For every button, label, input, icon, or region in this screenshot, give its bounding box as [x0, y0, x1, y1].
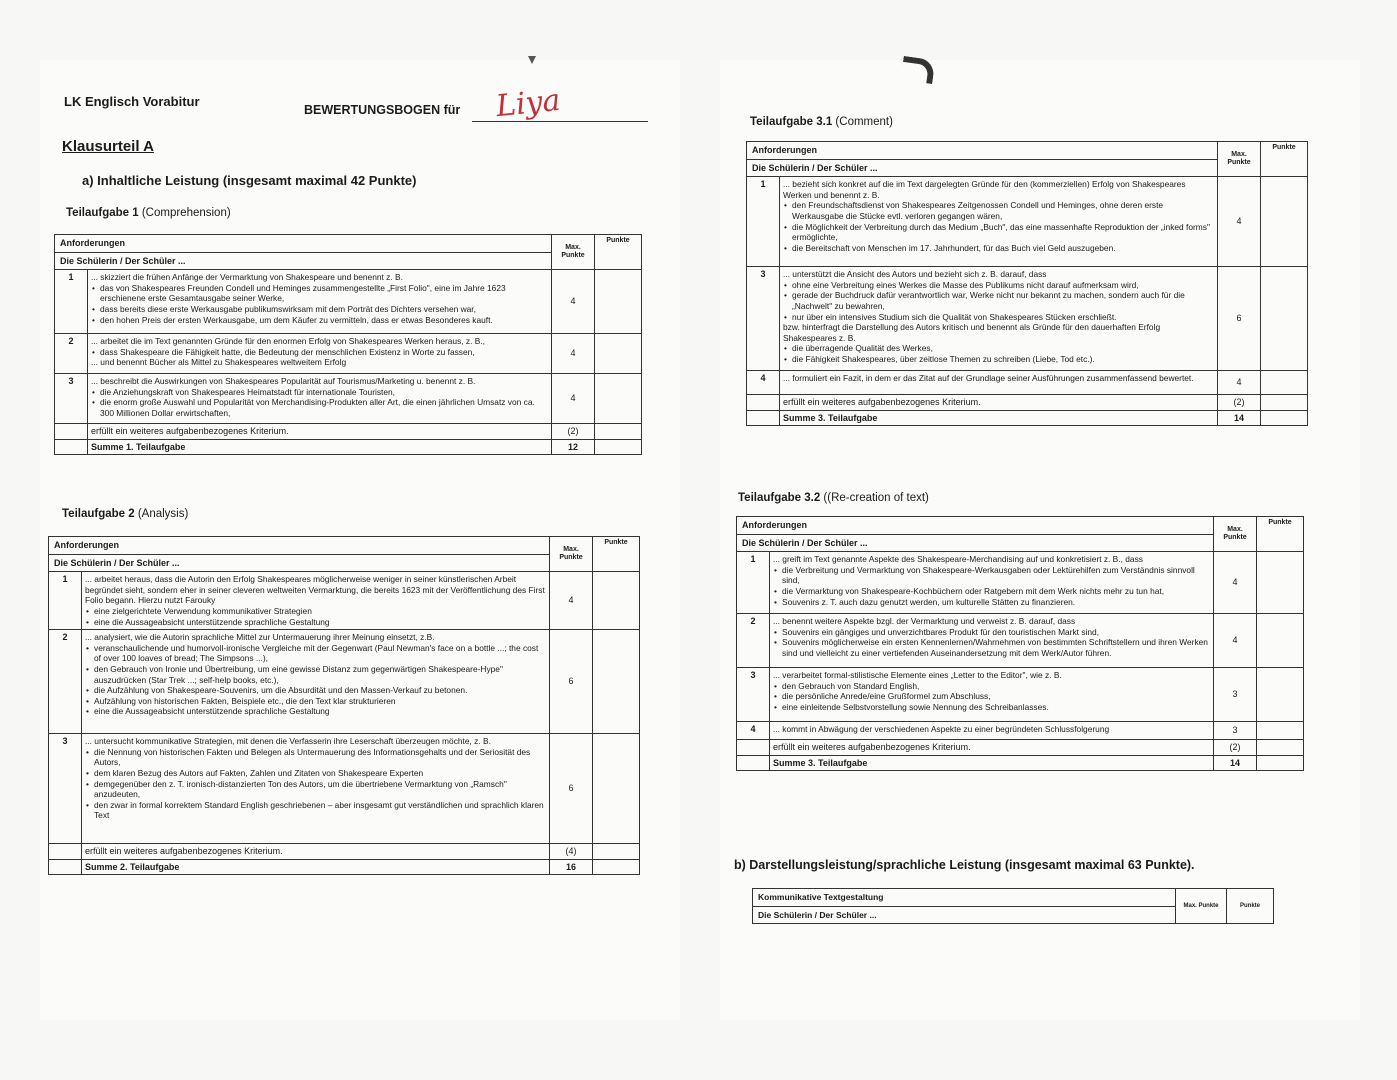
- list-item: • dass bereits diese erste Werkausgabe publikumswirksam mit dem Porträt des Dichters versehen war,: [100, 304, 548, 315]
- t32-sum-num: [737, 755, 770, 771]
- criterion-intro: ... beschreibt die Auswirkungen von Shakespeares Popularität auf Tourismus/Marketing u. benennt z. B.: [91, 376, 476, 387]
- t31-col-schueler: Die Schülerin / Der Schüler ...: [747, 159, 1218, 177]
- t32-points-field[interactable]: [1257, 614, 1304, 668]
- t31-row-number: 4: [747, 371, 780, 395]
- criterion-intro: ... benennt weitere Aspekte bzgl. der Vermarktung und verweist z. B. darauf, dass: [773, 616, 1076, 627]
- t32-extra-points-field[interactable]: [1257, 740, 1304, 756]
- t32-row-number: 3: [737, 668, 770, 722]
- criterion-intro: ... arbeitet die im Text genannten Gründe für den enormen Erfolg von Shakespeares Werken heraus, z. B.,: [91, 336, 486, 347]
- tb-table: [752, 888, 1274, 924]
- t1-sum-max: 12: [552, 439, 595, 455]
- t31-title: Teilaufgabe 3.1 (Comment): [750, 116, 893, 128]
- t2-extra-max: (4): [550, 844, 593, 860]
- t32-row-text: [770, 722, 1214, 740]
- t2-points-field[interactable]: [593, 734, 640, 844]
- table-row: [49, 734, 640, 844]
- section-a-heading: a) Inhaltliche Leistung (insgesamt maximal 42 Punkte): [82, 173, 417, 188]
- table-row: [747, 177, 1308, 267]
- t32-points-field[interactable]: [1257, 722, 1304, 740]
- t32-extra-max: (2): [1214, 740, 1257, 756]
- t31-sum-num: [747, 410, 780, 426]
- criterion-list: [91, 347, 548, 358]
- t31-sum-max: 14: [1218, 410, 1261, 426]
- t1-col-schueler: Die Schülerin / Der Schüler ...: [55, 252, 552, 270]
- t1-extra-max: (2): [552, 424, 595, 440]
- t1-row-text: [88, 270, 552, 334]
- list-item: • gerade der Buchdruck dafür verantwortlich war, Werke nicht nur bekannt zu machen, sondern auch für die „Nachwelt" zu bewahren,: [792, 290, 1214, 311]
- t2-extra-criterion: erfüllt ein weiteres aufgabenbezogenes Kriterium.: [82, 844, 550, 860]
- t1-max-points: 4: [552, 334, 595, 374]
- t1-points-field[interactable]: [595, 270, 642, 334]
- t32-max-points: 4: [1214, 552, 1257, 614]
- t2-col-max: Max. Punkte: [550, 537, 593, 572]
- t32-col-schueler: Die Schülerin / Der Schüler ...: [737, 534, 1214, 552]
- criterion-list: [783, 280, 1214, 322]
- t1-title: Teilaufgabe 1 (Comprehension): [66, 207, 231, 219]
- table-row: [55, 424, 642, 440]
- list-item: • die enorm große Auswahl und Popularität von Merchandising-Produkten aller Art, die einen jährlichen Umsatz von ca. 300 Millionen Dollar erwirtschaften,: [100, 397, 548, 418]
- table-row: [737, 552, 1304, 614]
- table-row: [55, 270, 642, 334]
- criterion-list: [773, 565, 1210, 607]
- t1-extra-num: [55, 424, 88, 440]
- table-row: [49, 572, 640, 630]
- t1-row-text: [88, 374, 552, 424]
- table-row: [49, 844, 640, 860]
- t31-extra-criterion: erfüllt ein weiteres aufgabenbezogenes Kriterium.: [780, 395, 1218, 411]
- t31-points-field[interactable]: [1261, 371, 1308, 395]
- t2-row-number: 3: [49, 734, 82, 844]
- course-title: LK Englisch Vorabitur: [64, 94, 200, 109]
- list-item: • die überragende Qualität des Werkes,: [792, 343, 1214, 354]
- criterion-list: [783, 343, 1214, 364]
- t2-table: [48, 536, 640, 875]
- criterion-intro: ... formuliert ein Fazit, in dem er das Zitat auf der Grundlage seiner Ausführungen zusammenfassend bewertet.: [783, 373, 1194, 384]
- t2-col-punkte: Punkte: [593, 537, 640, 572]
- list-item: • die Fähigkeit Shakespeares, über zeitlose Themen zu schreiben (Liebe, Tod etc.).: [792, 354, 1214, 365]
- list-item: • Souvenirs ein gängiges und unverzichtbares Produkt für den touristischen Markt sind,: [782, 627, 1210, 638]
- t1-max-points: 4: [552, 374, 595, 424]
- criterion-list: [773, 681, 1210, 713]
- list-item: • eine die Aussageabsicht unterstützende sprachliche Gestaltung: [94, 617, 546, 628]
- t32-row-text: [770, 668, 1214, 722]
- t32-points-field[interactable]: [1257, 668, 1304, 722]
- table-row: [737, 668, 1304, 722]
- t2-points-field[interactable]: [593, 572, 640, 630]
- t2-row-text: [82, 572, 550, 630]
- t2-title: Teilaufgabe 2 (Analysis): [62, 508, 189, 520]
- table-row: [747, 371, 1308, 395]
- t31-max-points: 4: [1218, 177, 1261, 267]
- t31-row-text: [780, 267, 1218, 371]
- t2-row-text: [82, 630, 550, 734]
- t2-col-schueler: Die Schülerin / Der Schüler ...: [49, 554, 550, 572]
- t31-points-field[interactable]: [1261, 267, 1308, 371]
- t31-row-number: 1: [747, 177, 780, 267]
- t31-extra-points-field[interactable]: [1261, 395, 1308, 411]
- list-item: • die Verbreitung und Vermarktung von Shakespeare-Werkausgaben oder Lektürehilfen zum Verständnis sinnvoll sind,: [782, 565, 1210, 586]
- list-item: • veranschaulichende und humorvoll-ironische Vergleiche mit der Gegenwart (Paul Newman's face on a bottle ...; the cost of over 100 loaves of bread; The Simpsons ...),: [94, 643, 546, 664]
- t2-sum-max: 16: [550, 859, 593, 875]
- table-row: [737, 722, 1304, 740]
- t32-sum-max: 14: [1214, 755, 1257, 771]
- bogen-label: BEWERTUNGSBOGEN für: [304, 103, 461, 117]
- t2-sum-num: [49, 859, 82, 875]
- t2-max-points: 6: [550, 734, 593, 844]
- t31-sum-points-field[interactable]: [1261, 410, 1308, 426]
- criterion-outro: bzw. hinterfragt die Darstellung des Autors kritisch und benennt als Gründe für den dauerhaften Erfolg Shakespeares z. B.: [783, 322, 1161, 343]
- t1-points-field[interactable]: [595, 374, 642, 424]
- criterion-intro: ... verarbeitet formal-stilistische Elemente eines „Letter to the Editor", wie z. B.: [773, 670, 1062, 681]
- t2-row-text: [82, 734, 550, 844]
- table-row: [747, 267, 1308, 371]
- t31-points-field[interactable]: [1261, 177, 1308, 267]
- t31-row-text: [780, 177, 1218, 267]
- list-item: • Souvenirs möglicherweise ein ersten Kennenlernen/Wahrnehmen von bestimmten Schriftstellern und ihren Werken sind und vielleicht zu einer vertiefenden Auseinandersetzung mit dem Werk/Autor führen.: [782, 637, 1210, 658]
- tb-header-1: Kommunikative Textgestaltung: [753, 889, 1176, 907]
- list-item: • den Gebrauch von Ironie und Übertreibung, um eine gewisse Distanz zum gegenwärtigen Shakespeare-Hype" auszudrücken (Star Trek ...; self-help books, etc.),: [94, 664, 546, 685]
- criterion-list: [783, 200, 1214, 253]
- section-b-heading: b) Darstellungsleistung/sprachliche Leistung (insgesamt maximal 63 Punkte).: [734, 858, 1195, 872]
- list-item: • eine die Aussageabsicht unterstützende sprachliche Gestaltung: [94, 706, 546, 717]
- table-row: [747, 410, 1308, 426]
- list-item: • den Gebrauch von Standard English,: [782, 681, 1210, 692]
- table-row: [55, 439, 642, 455]
- table-row: [55, 374, 642, 424]
- criterion-intro: ... unterstützt die Ansicht des Autors und bezieht sich z. B. darauf, dass: [783, 269, 1047, 280]
- table-row: [49, 630, 640, 734]
- t2-row-number: 2: [49, 630, 82, 734]
- list-item: • Aufzählung von historischen Fakten, Beispiele etc., die den Text klar strukturieren: [94, 696, 546, 707]
- t32-row-number: 1: [737, 552, 770, 614]
- t1-col-anforderungen: Anforderungen: [55, 235, 552, 253]
- t2-max-points: 4: [550, 572, 593, 630]
- t31-row-text: [780, 371, 1218, 395]
- t32-points-field[interactable]: [1257, 552, 1304, 614]
- criterion-intro: ... untersucht kommunikative Strategien, mit denen die Verfasserin ihre Leserschaft überzeugen möchte, z. B.: [85, 736, 491, 747]
- criterion-list: [91, 387, 548, 419]
- t32-table: [736, 516, 1304, 771]
- t1-sum-points-field[interactable]: [595, 439, 642, 455]
- t2-extra-num: [49, 844, 82, 860]
- t1-table: [54, 234, 642, 455]
- t31-max-points: 6: [1218, 267, 1261, 371]
- list-item: • die Vermarktung von Shakespeare-Kochbüchern oder Ratgebern mit dem Werk nichts mehr zu tun hat,: [782, 586, 1210, 597]
- list-item: • eine einleitende Selbstvorstellung sowie Nennung des Schreibanlasses.: [782, 702, 1210, 713]
- t2-row-number: 1: [49, 572, 82, 630]
- t32-row-text: [770, 552, 1214, 614]
- list-item: • den hohen Preis der ersten Werkausgabe, um dem Käufer zu vermitteln, dass er etwas Besonderes kauft.: [100, 315, 548, 326]
- t2-sum-label: Summe 2. Teilaufgabe: [82, 859, 550, 875]
- criterion-outro: ... und benennt Bücher als Mittel zu Shakespeares weltweitem Erfolg: [91, 357, 347, 368]
- list-item: • Souvenirs z. T. auch dazu genutzt werden, um kulturelle Stätten zu finanzieren.: [782, 597, 1210, 608]
- criterion-intro: ... kommt in Abwägung der verschiedenen Aspekte zu einer begründeten Schlussfolgerung: [773, 724, 1110, 735]
- t31-extra-max: (2): [1218, 395, 1261, 411]
- t32-extra-num: [737, 740, 770, 756]
- t1-extra-points-field[interactable]: [595, 424, 642, 440]
- t1-row-number: 2: [55, 334, 88, 374]
- table-row: [49, 859, 640, 875]
- t1-sum-label: Summe 1. Teilaufgabe: [88, 439, 552, 455]
- t1-extra-criterion: erfüllt ein weiteres aufgabenbezogenes Kriterium.: [88, 424, 552, 440]
- table-row: [737, 740, 1304, 756]
- list-item: • eine zielgerichtete Verwendung kommunikativer Strategien: [94, 606, 546, 617]
- criterion-list: [773, 627, 1210, 659]
- t32-row-number: 4: [737, 722, 770, 740]
- list-item: • die Bereitschaft von Menschen im 17. Jahrhundert, für das Buch viel Geld auszugeben.: [792, 243, 1214, 254]
- criterion-list: [85, 747, 546, 821]
- t2-points-field[interactable]: [593, 630, 640, 734]
- tb-punkte-col: Punkte: [1227, 889, 1274, 924]
- list-item: • nur über ein intensives Studium sich die Qualität von Shakespeares Stücken erschließt.: [792, 312, 1214, 323]
- t32-max-points: 3: [1214, 668, 1257, 722]
- t1-row-number: 1: [55, 270, 88, 334]
- list-item: • die persönliche Anrede/eine Grußformel zum Abschluss,: [782, 691, 1210, 702]
- t1-sum-num: [55, 439, 88, 455]
- tb-header-2: Die Schülerin / Der Schüler ...: [753, 906, 1176, 924]
- t32-sum-label: Summe 3. Teilaufgabe: [770, 755, 1214, 771]
- t1-row-number: 3: [55, 374, 88, 424]
- klausurteil-heading: Klausurteil A: [62, 138, 154, 155]
- t31-row-number: 3: [747, 267, 780, 371]
- table-row: [737, 614, 1304, 668]
- criterion-intro: ... analysiert, wie die Autorin sprachliche Mittel zur Untermauerung ihrer Meinung einsetzt, z.B.: [85, 632, 435, 643]
- t2-max-points: 6: [550, 630, 593, 734]
- t31-table: [746, 141, 1308, 426]
- staple-mark: [528, 56, 536, 64]
- t31-col-max: Max. Punkte: [1218, 142, 1261, 177]
- t1-col-punkte: Punkte: [595, 235, 642, 270]
- t1-row-text: [88, 334, 552, 374]
- t32-max-points: 3: [1214, 722, 1257, 740]
- criterion-intro: ... bezieht sich konkret auf die im Text dargelegten Gründe für den (kommerziellen) Erfolg von Shakespeares Werken und benennt z. B.: [783, 179, 1186, 200]
- t32-extra-criterion: erfüllt ein weiteres aufgabenbezogenes Kriterium.: [770, 740, 1214, 756]
- t1-points-field[interactable]: [595, 334, 642, 374]
- list-item: • die Anziehungskraft von Shakespeares Heimatstadt für internationale Touristen,: [100, 387, 548, 398]
- t32-max-points: 4: [1214, 614, 1257, 668]
- t31-sum-label: Summe 3. Teilaufgabe: [780, 410, 1218, 426]
- list-item: • demgegenüber den z. T. ironisch-distanzierten Ton des Autors, um die übertriebene Vermarktung von „Ramsch" anzudeuten,: [94, 779, 546, 800]
- t31-max-points: 4: [1218, 371, 1261, 395]
- criterion-list: [91, 283, 548, 325]
- t31-extra-num: [747, 395, 780, 411]
- criterion-intro: ... arbeitet heraus, dass die Autorin den Erfolg Shakespeares möglicherweise weniger in seiner künstlerischen Arbeit begründet sieht, sondern eher in seiner cleveren weltweiten Vermarktung, die bereits 1623 mit der Veröffentlichung des First Folio begann. Hierzu nutzt Farouky: [85, 574, 545, 606]
- t2-sum-points-field[interactable]: [593, 859, 640, 875]
- list-item: • den zwar in formal korrektem Standard English geschriebenen – aber insgesamt gut verständlichen und sprachlich klaren Text: [94, 800, 546, 821]
- t32-sum-points-field[interactable]: [1257, 755, 1304, 771]
- t32-title: Teilaufgabe 3.2 ((Re-creation of text): [738, 492, 929, 504]
- list-item: • die Möglichkeit der Verbreitung durch das Medium „Buch", das eine massenhafte Reproduktion der „inked forms" ermöglichte,: [792, 222, 1214, 243]
- t32-col-anforderungen: Anforderungen: [737, 517, 1214, 535]
- list-item: • dem klaren Bezug des Autors auf Fakten, Zahlen und Zitaten von Shakespeare Experten: [94, 768, 546, 779]
- list-item: • die Aufzählung von Shakespeare-Souvenirs, um die Absurdität und den Massen-Verkauf zu betonen.: [94, 685, 546, 696]
- list-item: • die Nennung von historischen Fakten und Belegen als Untermauerung des Informationsgehalts und der Seriosität des Autors,: [94, 747, 546, 768]
- criterion-intro: ... greift im Text genannte Aspekte des Shakespeare-Merchandising auf und konkretisiert z. B., dass: [773, 554, 1143, 565]
- t2-col-anforderungen: Anforderungen: [49, 537, 550, 555]
- list-item: • dass Shakespeare die Fähigkeit hatte, die Bedeutung der menschlichen Existenz in Worte zu fassen,: [100, 347, 548, 358]
- t32-row-text: [770, 614, 1214, 668]
- table-row: [747, 395, 1308, 411]
- criterion-intro: ... skizziert die frühen Anfänge der Vermarktung von Shakespeare und benennt z. B.: [91, 272, 403, 283]
- criterion-list: [85, 606, 546, 627]
- t2-extra-points-field[interactable]: [593, 844, 640, 860]
- t31-col-anforderungen: Anforderungen: [747, 142, 1218, 160]
- student-name-handwritten: Liya: [494, 82, 563, 125]
- t32-col-max: Max. Punkte: [1214, 517, 1257, 552]
- t32-row-number: 2: [737, 614, 770, 668]
- t1-max-points: 4: [552, 270, 595, 334]
- t31-col-punkte: Punkte: [1261, 142, 1308, 177]
- list-item: • ohne eine Verbreitung eines Werkes die Masse des Publikums nicht darauf aufmerksam wird,: [792, 280, 1214, 291]
- t32-col-punkte: Punkte: [1257, 517, 1304, 552]
- criterion-list: [85, 643, 546, 717]
- table-row: [55, 334, 642, 374]
- t1-col-max: Max. Punkte: [552, 235, 595, 270]
- table-row: [737, 755, 1304, 771]
- list-item: • den Freundschaftsdienst von Shakespeares Zeitgenossen Condell und Heminges, ohne deren erste Werkausgabe die Stücke evtl. verloren gegangen wären,: [792, 200, 1214, 221]
- list-item: • das von Shakespeares Freunden Condell und Heminges zusammengestellte „First Folio", eine im Jahre 1623 erschienene erste Gesamtausgabe seiner Werke,: [100, 283, 548, 304]
- tb-max-col: Max. Punkte: [1176, 889, 1227, 924]
